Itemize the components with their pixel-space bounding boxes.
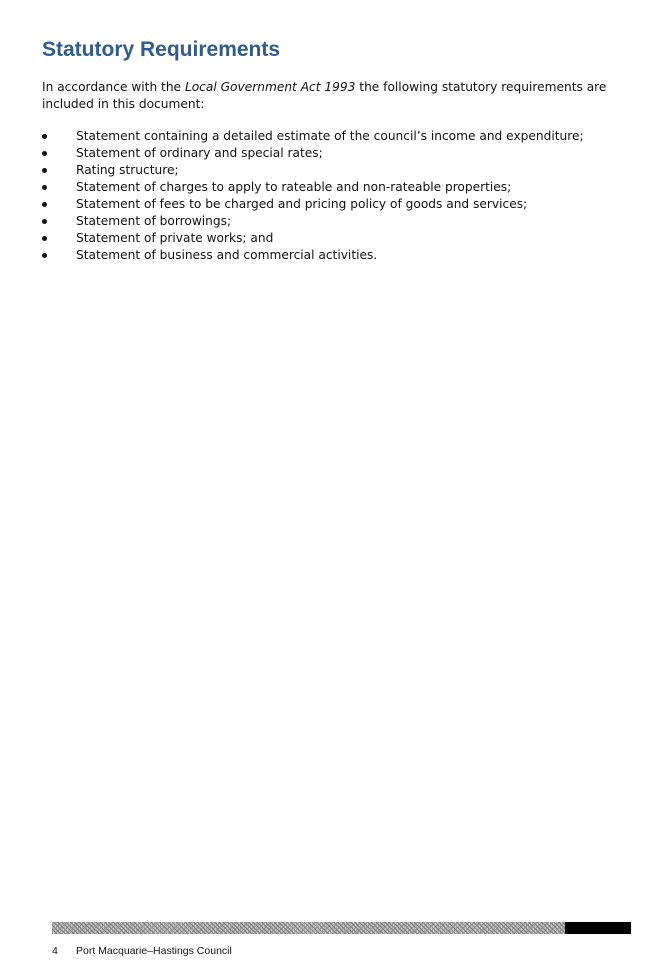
list-item [42,128,632,145]
requirements-list [42,128,632,264]
list-item-text: Statement of borrowings; [76,214,232,228]
bullet-icon [42,253,47,258]
bullet-icon [42,202,47,207]
list-item [42,247,632,264]
list-item [42,196,632,213]
page-footer [52,945,232,957]
organisation-name: Port Macquarie–Hastings Council [76,945,232,957]
list-item [42,213,632,230]
bullet-icon [42,168,47,173]
list-item [42,145,632,162]
intro-paragraph [42,79,627,113]
list-item [42,179,632,196]
footer-solid-block [565,922,631,934]
intro-text-after: the following statutory requirements are included in this document: [42,80,607,111]
list-item [42,162,632,179]
page-number: 4 [52,945,58,957]
bullet-icon [42,236,47,241]
bullet-icon [42,185,47,190]
list-item-text: Statement of ordinary and special rates; [76,146,323,160]
bullet-icon [42,151,47,156]
footer-pattern [52,922,565,934]
intro-text-before: In accordance with the [42,80,185,94]
list-item-text: Statement of fees to be charged and pricing policy of goods and services; [76,197,528,211]
list-item-text: Rating structure; [76,163,179,177]
list-item-text: Statement containing a detailed estimate of the council’s income and expenditure; [76,129,584,143]
page-title: Statutory Requirements [42,38,281,61]
list-item-text: Statement of charges to apply to rateable and non-rateable properties; [76,180,512,194]
list-item-text: Statement of private works; and [76,231,274,245]
list-item-text: Statement of business and commercial activities. [76,248,378,262]
footer-decorative-band [52,922,631,934]
bullet-icon [42,134,47,139]
list-item [42,230,632,247]
bullet-icon [42,219,47,224]
act-name: Local Government Act 1993 [184,80,356,94]
